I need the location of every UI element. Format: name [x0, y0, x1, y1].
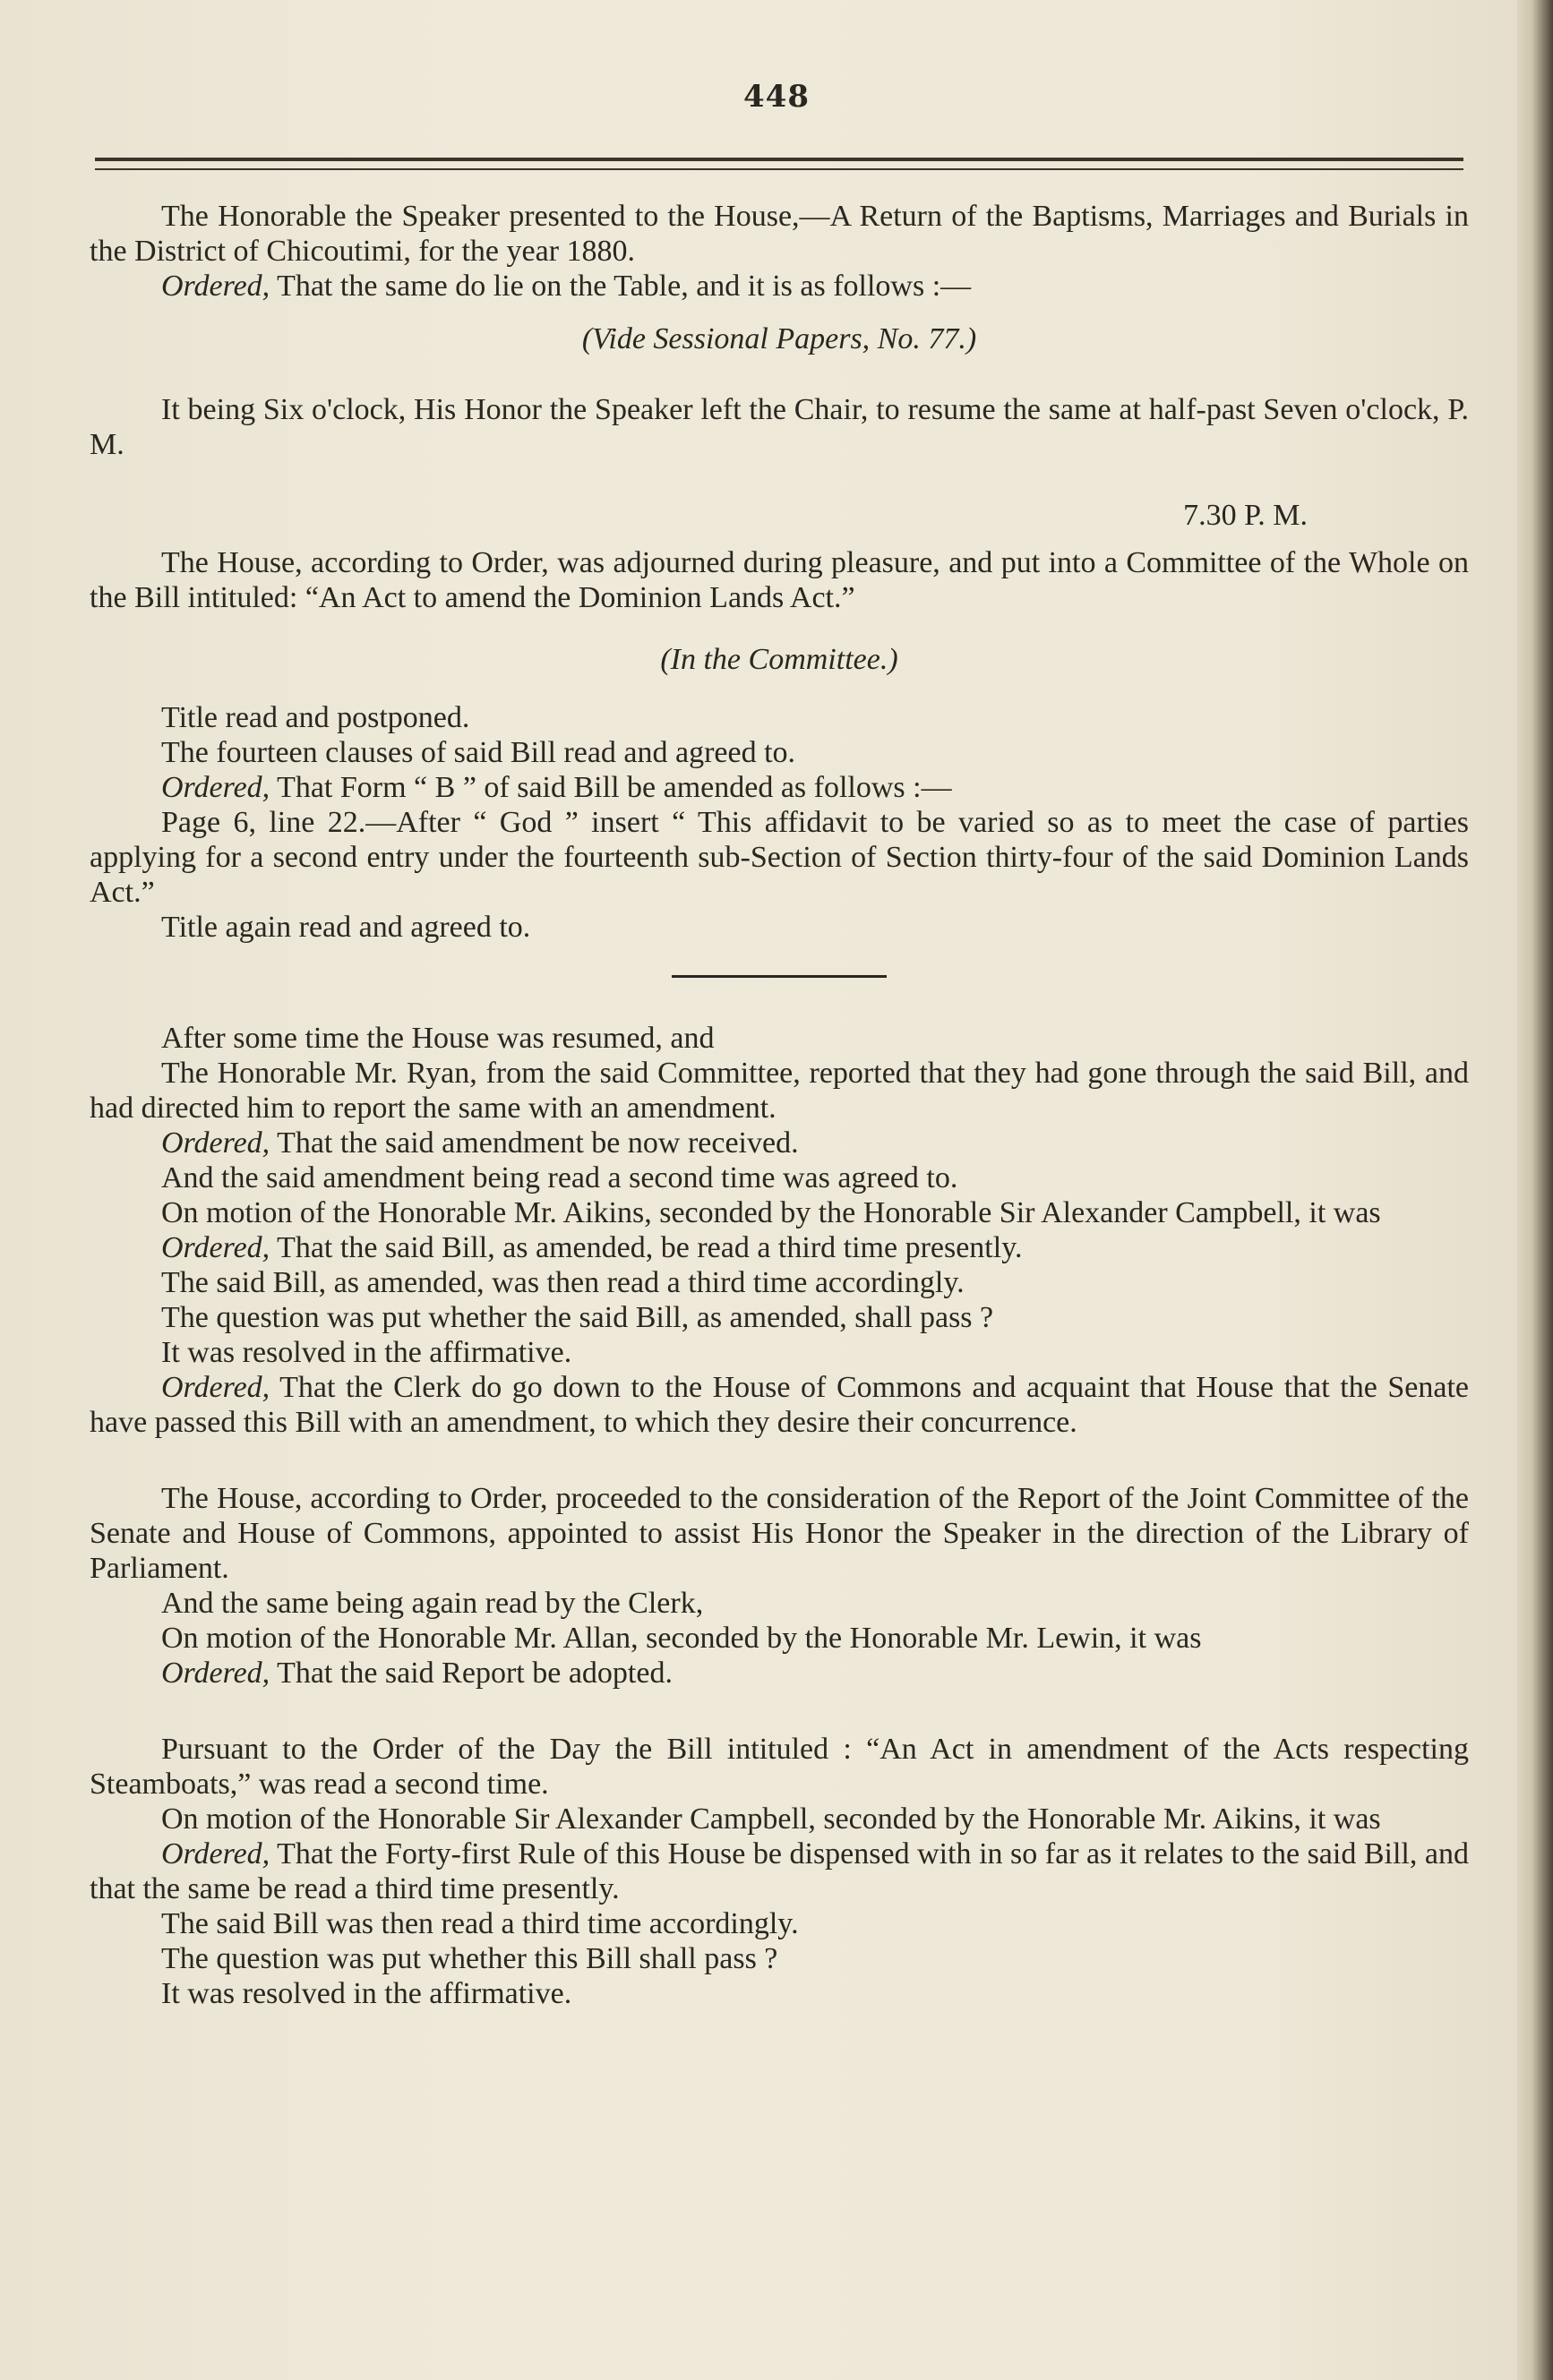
- page-body: [90, 199, 1469, 2011]
- paragraph-return-baptisms: The Honorable the Speaker presented to the House,—A Return of the Baptisms, Marriages and Burials in the District of Chicoutimi, for the year 1880.: [90, 200, 1469, 268]
- paragraph-ordered-clerk: Ordered, That the Clerk do go down to the House of Commons and acquaint that House that the Senate have passed this Bill with an amendment, to which they desire their concurrence.: [90, 1371, 1469, 1439]
- line-amendment-agreed: And the said amendment being read a second time was agreed to.: [161, 1161, 958, 1194]
- paragraph-ordered-form-b: Ordered, That Form “ B ” of said Bill be amended as follows :—: [161, 771, 952, 804]
- header-rule-thick: [95, 158, 1463, 161]
- paragraph-ryan-report: The Honorable Mr. Ryan, from the said Committee, reported that they had gone through the said Bill, and had directed him to report the same with an amendment.: [90, 1057, 1469, 1125]
- line-third-time: The said Bill, as amended, was then read a third time accordingly.: [161, 1266, 965, 1299]
- vide-sessional-papers: (Vide Sessional Papers, No. 77.): [581, 322, 977, 355]
- paragraph-six-oclock: It being Six o'clock, His Honor the Speaker left the Chair, to resume the same at half-past Seven o'clock, P. M.: [90, 393, 1469, 461]
- line-read-by-clerk: And the same being again read by the Clerk,: [161, 1587, 704, 1620]
- line-resolved-affirmative: It was resolved in the affirmative.: [161, 1977, 572, 2010]
- line-house-resumed: After some time the House was resumed, and: [161, 1022, 715, 1055]
- section-separator: [672, 975, 887, 978]
- paragraph-steamboats-bill: Pursuant to the Order of the Day the Bill intituled : “An Act in amendment of the Acts respecting Steamboats,” was read a second time.: [90, 1733, 1469, 1801]
- paragraph-ordered-report-adopted: Ordered, That the said Report be adopted.: [161, 1657, 673, 1690]
- line-title-again: Title again read and agreed to.: [161, 911, 531, 944]
- committee-heading: (In the Committee.): [660, 643, 898, 676]
- paragraph-library-report: The House, according to Order, proceeded to the consideration of the Report of the Joint Committee of the Senate and House of Commons, appointed to assist His Honor the Speaker in the direction of the Library of Parliament.: [90, 1482, 1469, 1585]
- line-clauses-agreed: The fourteen clauses of said Bill read and agreed to.: [161, 736, 796, 769]
- paragraph-ordered-third-reading: Ordered, That the said Bill, as amended, be read a third time presently.: [161, 1231, 1023, 1264]
- paragraph-motion-allan: On motion of the Honorable Mr. Allan, seconded by the Honorable Mr. Lewin, it was: [161, 1622, 1202, 1655]
- line-third-time-accordingly: The said Bill was then read a third time accordingly.: [161, 1907, 799, 1940]
- paragraph-page-6-line-22: Page 6, line 22.—After “ God ” insert “ This affidavit to be varied so as to meet the case of parties applying for a second entry under the fourteenth sub-Section of Section thirty-four of the said Dominion Lands Act.”: [90, 806, 1469, 909]
- line-question-bill-pass: The question was put whether this Bill shall pass ?: [161, 1942, 778, 1975]
- paragraph-motion-aikins: On motion of the Honorable Mr. Aikins, seconded by the Honorable Sir Alexander Campbell, it was: [161, 1196, 1381, 1229]
- ordered-label: Ordered,: [161, 270, 270, 303]
- line-title-postponed: Title read and postponed.: [161, 701, 470, 734]
- line-resolved: It was resolved in the affirmative.: [161, 1336, 572, 1369]
- time-heading: 7.30 P. M.: [1183, 499, 1308, 532]
- paragraph-ordered-amendment: Ordered, That the said amendment be now received.: [161, 1126, 799, 1160]
- paragraph-ordered-rule-41: Ordered, That the Forty-first Rule of this House be dispensed with in so far as it relates to the said Bill, and that the same be read a third time presently.: [90, 1837, 1469, 1905]
- line-question-pass: The question was put whether the said Bill, as amended, shall pass ?: [161, 1301, 994, 1334]
- paragraph-ordered-table: [90, 269, 1469, 304]
- paragraph-motion-campbell: On motion of the Honorable Sir Alexander Campbell, seconded by the Honorable Mr. Aikins, it was: [161, 1802, 1381, 1836]
- page-number: 448: [743, 79, 810, 115]
- book-spine-shadow: [1517, 0, 1553, 2380]
- header-rule-thin: [95, 168, 1463, 170]
- ordered-text: That the same do lie on the Table, and it is as follows :—: [270, 270, 972, 303]
- paragraph-committee-whole: The House, according to Order, was adjourned during pleasure, and put into a Committee of the Whole on the Bill intituled: “An Act to amend the Dominion Lands Act.”: [90, 546, 1469, 614]
